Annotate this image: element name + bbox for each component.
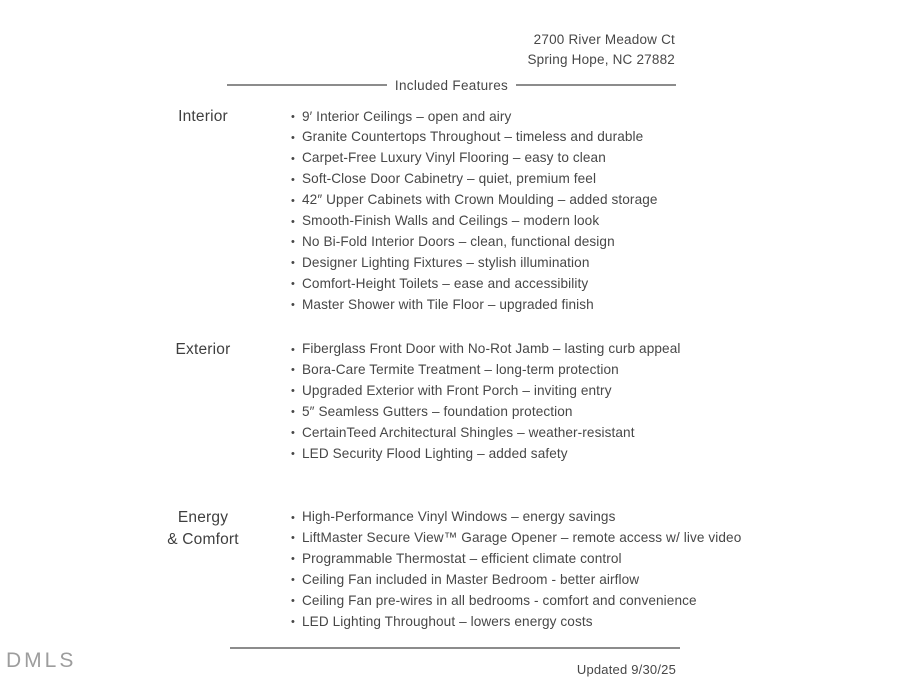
feature-item [291,507,741,528]
feature-item [291,148,658,169]
section-label-line: & Comfort [167,530,239,548]
included-features-title: Included Features [394,77,509,93]
property-address [527,30,675,69]
feature-item [291,381,680,402]
feature-text: Comfort-Height Toilets – ease and accessibility [302,275,589,291]
bullet-icon: • [291,364,295,377]
bullet-icon: • [291,427,295,440]
feature-text: High-Performance Vinyl Windows – energy savings [302,509,616,524]
feature-item [291,612,741,633]
feature-text: 9′ Interior Ceilings – open and airy [302,108,512,124]
feature-item [291,528,741,549]
address-line2: Spring Hope, NC 27882 [527,51,675,67]
dmls-logo: DMLS [6,649,77,672]
bullet-icon: • [291,111,295,123]
feature-text: CertainTeed Architectural Shingles – weather-resistant [302,424,635,440]
included-features-header [227,78,676,92]
feature-text: Ceiling Fan pre-wires in all bedrooms - comfort and convenience [302,592,697,608]
section-label-line: Energy [177,509,229,526]
feature-text: Smooth-Finish Walls and Ceilings – modern look [302,213,600,229]
feature-item [291,444,680,465]
divider-line-left [227,84,387,86]
feature-text: Soft-Close Door Cabinetry – quiet, premium feel [302,171,597,187]
bullet-icon: • [291,194,295,207]
feature-item [291,339,680,360]
feature-text: Designer Lighting Fixtures – stylish illumination [302,254,590,270]
footer-divider-line [230,647,680,649]
feature-text: 42″ Upper Cabinets with Crown Moulding – added storage [302,192,658,208]
feature-item [291,591,741,612]
bullet-icon: • [291,257,295,270]
bullet-icon: • [291,299,295,312]
bullet-icon: • [291,278,295,291]
bullet-icon: • [291,236,295,249]
bullet-icon: • [291,173,295,186]
feature-text: Master Shower with Tile Floor – upgraded finish [302,296,594,312]
feature-item [291,423,680,444]
feature-item [291,549,741,570]
bullet-icon: • [291,595,295,608]
bullet-icon: • [291,406,295,419]
feature-text: LiftMaster Secure View™ Garage Opener – remote access w/ live video [302,529,742,545]
interior-feature-list [291,107,658,316]
section-label-line: Interior [178,108,228,125]
bullet-icon: • [291,511,295,524]
feature-item [291,360,680,381]
bullet-icon: • [291,616,295,629]
exterior-feature-list [291,339,680,464]
bullet-icon: • [291,131,295,144]
bullet-icon: • [291,152,295,165]
section-label-interior [110,106,296,128]
feature-item [291,570,741,591]
bullet-icon: • [291,574,295,587]
feature-text: Carpet-Free Luxury Vinyl Flooring – easy to clean [302,150,606,166]
feature-item [291,253,658,274]
feature-text: Granite Countertops Throughout – timeless and durable [302,129,644,145]
feature-item [291,402,680,423]
feature-text: Upgraded Exterior with Front Porch – inviting entry [302,382,612,398]
bullet-icon: • [291,385,295,398]
feature-item [291,107,658,128]
feature-text: LED Lighting Throughout – lowers energy costs [302,613,593,629]
feature-text: Ceiling Fan included in Master Bedroom - better airflow [302,571,640,587]
feature-item [291,127,658,148]
bullet-icon: • [291,215,295,228]
feature-item [291,169,658,190]
address-line1: 2700 River Meadow Ct [533,32,675,47]
feature-item [291,190,658,211]
section-label-line: Exterior [175,341,231,358]
feature-item [291,295,658,316]
feature-text: Fiberglass Front Door with No-Rot Jamb – lasting curb appeal [302,341,681,356]
feature-text: 5″ Seamless Gutters – foundation protection [302,403,573,419]
feature-text: Programmable Thermostat – efficient climate control [302,550,622,566]
feature-text: No Bi-Fold Interior Doors – clean, functional design [302,233,615,249]
feature-item [291,274,658,295]
updated-date: Updated 9/30/25 [576,662,676,677]
feature-item [291,211,658,232]
bullet-icon: • [291,448,295,461]
bullet-icon: • [291,343,295,356]
section-label-energy-comfort [110,507,296,550]
divider-line-right [516,84,676,86]
bullet-icon: • [291,532,295,545]
section-label-exterior [110,339,296,361]
feature-text: Bora-Care Termite Treatment – long-term protection [302,361,619,377]
feature-item [291,232,658,253]
bullet-icon: • [291,553,295,566]
energy-comfort-feature-list [291,507,741,632]
feature-text: LED Security Flood Lighting – added safety [302,445,568,461]
